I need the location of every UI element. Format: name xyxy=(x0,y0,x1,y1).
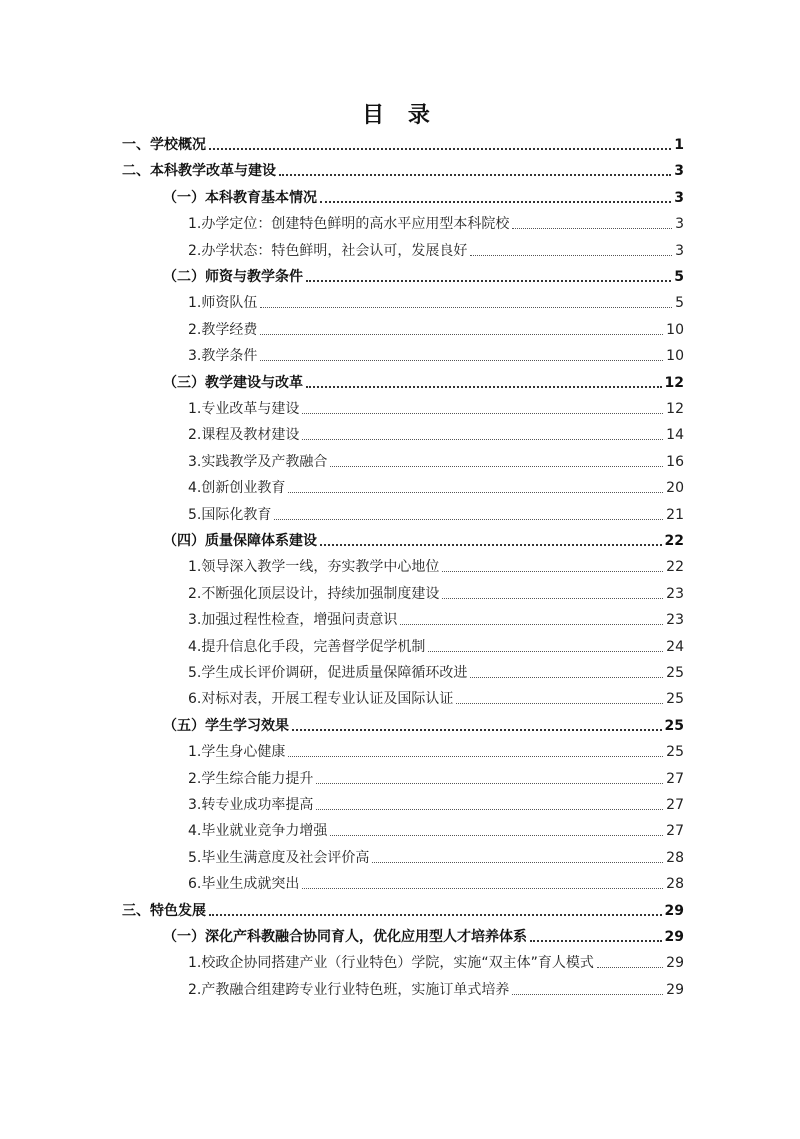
toc-entry[interactable] xyxy=(188,818,684,840)
dot-leader xyxy=(442,571,663,572)
dot-leader xyxy=(306,386,662,388)
toc-entry[interactable] xyxy=(188,607,684,629)
dot-leader xyxy=(456,703,663,704)
dot-leader xyxy=(288,756,663,757)
toc-entry[interactable] xyxy=(188,871,684,893)
toc-entry-page: 27 xyxy=(666,797,684,813)
dot-leader xyxy=(316,783,663,784)
page-title: 目 录 xyxy=(362,103,438,128)
toc-entry-page: 10 xyxy=(666,348,684,365)
toc-entry-label: 1.领导深入教学一线，夯实教学中心地位 xyxy=(188,559,440,576)
toc-entry[interactable] xyxy=(188,792,684,814)
toc-entry-page: 27 xyxy=(666,823,684,840)
toc-entry[interactable] xyxy=(188,554,684,576)
toc-entry-label: 4.毕业就业竞争力增强 xyxy=(188,823,328,840)
toc-entry-label: （五）学生学习效果 xyxy=(163,717,289,734)
toc-entry[interactable] xyxy=(163,185,684,207)
toc-entry-label: （一）深化产科教融合协同育人，优化应用型人才培养体系 xyxy=(163,929,527,945)
toc-entry-page: 3 xyxy=(674,163,684,180)
dot-leader xyxy=(530,940,662,942)
toc-entry[interactable] xyxy=(188,449,684,471)
toc-entry-label: 2.学生综合能力提升 xyxy=(188,770,314,787)
toc-entry-label: 5.学生成长评价调研，促进质量保障循环改进 xyxy=(188,665,468,681)
dot-leader xyxy=(292,729,662,731)
toc-entry[interactable] xyxy=(188,581,684,603)
toc-entry-page: 10 xyxy=(666,321,684,338)
dot-leader xyxy=(279,174,671,176)
toc-entry-label: 1.师资队伍 xyxy=(188,295,258,312)
toc-entry[interactable] xyxy=(122,898,684,920)
toc-entry[interactable] xyxy=(188,502,684,524)
dot-leader xyxy=(512,228,672,229)
toc-entry-label: 2.课程及教材建设 xyxy=(188,427,300,444)
dot-leader xyxy=(288,492,663,493)
toc-entry-page: 3 xyxy=(675,242,684,259)
toc-entry[interactable] xyxy=(188,950,684,972)
toc-entry-page: 29 xyxy=(666,981,684,998)
dot-leader xyxy=(470,677,663,678)
toc-entry-page: 24 xyxy=(666,638,684,655)
dot-leader xyxy=(209,148,671,150)
dot-leader xyxy=(470,255,672,256)
toc-entry-label: 5.国际化教育 xyxy=(188,506,272,523)
toc-entry-label: 5.毕业生满意度及社会评价高 xyxy=(188,849,370,866)
toc-entry[interactable] xyxy=(188,845,684,867)
toc-entry-label: 1.专业改革与建设 xyxy=(188,401,300,417)
toc-entry-label: 4.提升信息化手段，完善督学促学机制 xyxy=(188,638,426,655)
toc-entry-label: 三、特色发展 xyxy=(122,902,206,919)
toc-entry-label: （一）本科教育基本情况 xyxy=(163,189,317,206)
toc-entry[interactable] xyxy=(188,238,684,260)
dot-leader xyxy=(400,624,663,625)
dot-leader xyxy=(302,413,663,414)
toc-entry[interactable] xyxy=(188,317,684,339)
dot-leader xyxy=(302,439,663,440)
dot-leader xyxy=(209,914,662,916)
dot-leader xyxy=(372,862,663,863)
dot-leader xyxy=(306,280,671,282)
toc-entry-page: 22 xyxy=(666,559,684,576)
toc-entry-label: （三）教学建设与改革 xyxy=(163,374,303,391)
toc-entry-page: 14 xyxy=(666,427,684,444)
toc-entry-label: 二、本科教学改革与建设 xyxy=(122,163,276,180)
toc-entry-page: 5 xyxy=(675,295,684,312)
dot-leader xyxy=(597,967,663,968)
dot-leader xyxy=(428,651,663,652)
toc-entry-label: （二）师资与教学条件 xyxy=(163,269,303,285)
toc-entry-page: 3 xyxy=(675,216,684,233)
dot-leader xyxy=(512,994,663,995)
toc-entry-label: 6.毕业生成就突出 xyxy=(188,876,300,893)
dot-leader xyxy=(320,544,662,546)
toc-entry[interactable] xyxy=(188,739,684,761)
dot-leader xyxy=(302,888,663,889)
toc-entry[interactable] xyxy=(163,264,684,286)
toc-entry-label: 3.实践教学及产教融合 xyxy=(188,453,328,470)
toc-entry-page: 21 xyxy=(666,506,684,523)
toc-entry-label: 3.教学条件 xyxy=(188,348,258,365)
toc-entry[interactable] xyxy=(163,713,684,735)
toc-entry[interactable] xyxy=(122,158,684,180)
toc-entry-label: 1.学生身心健康 xyxy=(188,744,286,761)
toc-entry[interactable] xyxy=(163,924,684,946)
toc-entry-label: 2.不断强化顶层设计，持续加强制度建设 xyxy=(188,585,440,602)
toc-entry[interactable] xyxy=(188,396,684,418)
toc-entry-label: 3.转专业成功率提高 xyxy=(188,797,314,813)
toc-entry[interactable] xyxy=(163,528,684,550)
dot-leader xyxy=(316,809,663,810)
toc-entry-page: 5 xyxy=(674,269,684,285)
toc-entry-label: 2.教学经费 xyxy=(188,321,258,338)
toc-entry-page: 25 xyxy=(664,717,684,734)
toc-entry-label: 6.对标对表，开展工程专业认证及国际认证 xyxy=(188,691,454,708)
dot-leader xyxy=(260,334,663,335)
toc-entry-page: 22 xyxy=(664,533,684,549)
toc-entry[interactable] xyxy=(188,422,684,444)
toc-entry-page: 23 xyxy=(666,612,684,629)
toc-entry-page: 12 xyxy=(666,401,684,417)
dot-leader xyxy=(442,598,663,599)
toc-entry-page: 28 xyxy=(666,876,684,893)
toc-entry[interactable] xyxy=(188,211,684,233)
toc-entry-label: 1.办学定位：创建特色鲜明的高水平应用型本科院校 xyxy=(188,216,510,233)
toc-entry[interactable] xyxy=(188,660,684,682)
dot-leader xyxy=(330,466,663,467)
dot-leader xyxy=(260,307,672,308)
dot-leader xyxy=(330,835,663,836)
toc-entry[interactable] xyxy=(188,977,684,999)
toc-entry-label: （四）质量保障体系建设 xyxy=(163,533,317,549)
toc-entry[interactable] xyxy=(163,370,684,392)
toc-entry-page: 20 xyxy=(666,480,684,497)
toc-entry[interactable] xyxy=(188,766,684,788)
toc-entry-page: 28 xyxy=(666,849,684,866)
dot-leader xyxy=(260,360,663,361)
toc-entry-page: 25 xyxy=(666,691,684,708)
toc-entry-page: 23 xyxy=(666,585,684,602)
toc-entry[interactable] xyxy=(188,686,684,708)
toc-entry[interactable] xyxy=(122,132,684,154)
toc-entry-label: 1.校政企协同搭建产业（行业特色）学院，实施“双主体”育人模式 xyxy=(188,955,594,972)
toc-entry-label: 4.创新创业教育 xyxy=(188,480,286,497)
toc-entry-label: 2.产教融合组建跨专业行业特色班，实施订单式培养 xyxy=(188,981,510,998)
toc-entry-page: 29 xyxy=(664,929,684,945)
toc-entry[interactable] xyxy=(188,475,684,497)
toc-entry-page: 16 xyxy=(666,453,684,470)
toc-entry-page: 29 xyxy=(664,902,684,919)
toc-entry-page: 27 xyxy=(666,770,684,787)
toc-entry[interactable] xyxy=(188,290,684,312)
dot-leader xyxy=(320,201,671,203)
toc-entry-page: 1 xyxy=(674,137,684,153)
toc-entry-label: 一、学校概况 xyxy=(122,137,206,153)
toc-entry[interactable] xyxy=(188,343,684,365)
toc-entry-page: 25 xyxy=(666,665,684,681)
toc-entry[interactable] xyxy=(188,634,684,656)
toc-entry-page: 3 xyxy=(674,189,684,206)
toc-entry-page: 29 xyxy=(666,955,684,972)
dot-leader xyxy=(274,519,663,520)
toc-entry-label: 3.加强过程性检查，增强问责意识 xyxy=(188,612,398,629)
toc-entry-page: 12 xyxy=(664,374,684,391)
toc-entry-page: 25 xyxy=(666,744,684,761)
toc-entry-label: 2.办学状态：特色鲜明，社会认可，发展良好 xyxy=(188,242,468,259)
